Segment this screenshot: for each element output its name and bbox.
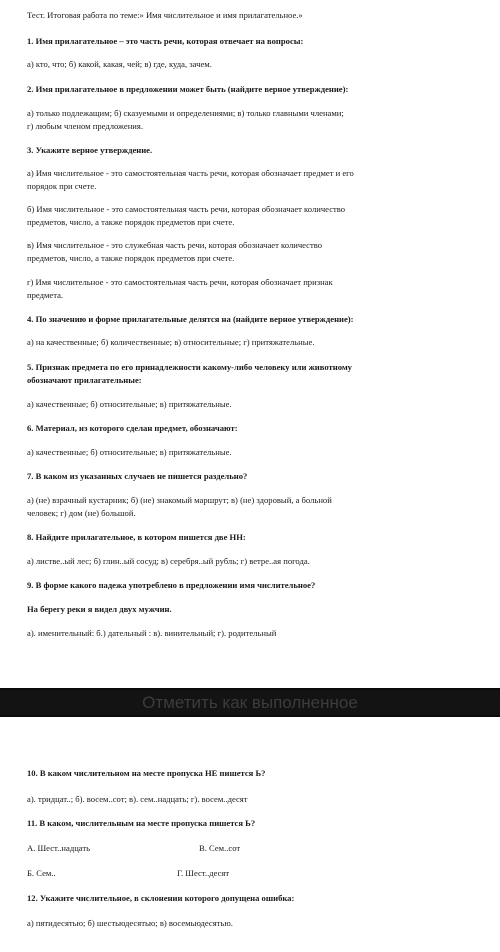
question-1: 1. Имя прилагательное – это часть речи, которая отвечает на вопросы: bbox=[27, 36, 304, 46]
question-4: 4. По значению и форме прилагательные делятся на (найдите верное утверждение): bbox=[27, 314, 354, 324]
question-12-options: а) пятидесятью; б) шестьюдесятью; в) восемьюдесятью. bbox=[27, 918, 233, 928]
question-6-options: а) качественные; б) относительные; в) притяжательные. bbox=[27, 447, 232, 457]
question-4-options: а) на качественные; б) количественные; в) относительные; г) притяжательные. bbox=[27, 337, 315, 347]
question-11-option-v: В. Сем..сот bbox=[199, 843, 241, 853]
question-7-options-line-2: человек; г) дом (не) большой. bbox=[27, 508, 136, 518]
question-11: 11. В каком, числительным на месте пропуска пишется Ь? bbox=[27, 818, 256, 828]
question-3: 3. Укажите верное утверждение. bbox=[27, 145, 153, 155]
question-2-options-line-1: а) только подлежащим; б) сказуемыми и определениями; в) только главными членами; bbox=[27, 108, 344, 118]
question-11-option-b: Б. Сем.. bbox=[27, 868, 56, 878]
question-9-options: а). именительный: б.) дательный : в). винительный; г). родительный bbox=[27, 628, 277, 638]
question-8: 8. Найдите прилагательное, в котором пишется две НН: bbox=[27, 532, 246, 542]
question-3-option-d-line-1: г) Имя числительное - это самостоятельная часть речи, которая обозначает признак bbox=[27, 277, 333, 287]
question-9: 9. В форме какого падежа употреблено в предложении имя числительное? bbox=[27, 580, 316, 590]
question-6: 6. Материал, из которого сделан предмет, обозначают: bbox=[27, 423, 238, 433]
question-8-options: а) листве..ый лес; б) глин..ый сосуд; в) серебря..ый рубль; г) ветре..ая погода. bbox=[27, 556, 310, 566]
question-2: 2. Имя прилагательное в предложении может быть (найдите верное утверждение): bbox=[27, 84, 349, 94]
question-10: 10. В каком числительном на месте пропуска НЕ пишется Ь? bbox=[27, 768, 266, 778]
question-3-option-a-line-1: а) Имя числительное - это самостоятельная часть речи, которая обозначает предмет и его bbox=[27, 168, 354, 178]
document-title: Тест. Итоговая работа по теме:» Имя числительное и имя прилагательное.» bbox=[27, 10, 303, 20]
question-7-options-line-1: а) (не) взрачный кустарник; б) (не) знакомый маршрут; в) (не) здоровый, а больной bbox=[27, 495, 332, 505]
mark-as-done-button[interactable]: Отметить как выполненное bbox=[142, 693, 358, 712]
question-3-option-b-line-2: предметов, число, а также порядок предметов при счете. bbox=[27, 217, 235, 227]
question-3-option-c-line-1: в) Имя числительное - это служебная часть речи, которая обозначает количество bbox=[27, 240, 323, 250]
question-3-option-a-line-2: порядок при счете. bbox=[27, 181, 97, 191]
overlay-bottom-edge bbox=[0, 715, 500, 717]
question-11-option-g: Г. Шест..десят bbox=[177, 868, 230, 878]
question-3-option-d-line-2: предмета. bbox=[27, 290, 64, 300]
question-5-line-2: обозначают прилагательные: bbox=[27, 375, 142, 385]
question-2-options-line-2: г) любым членом предложения. bbox=[27, 121, 143, 131]
question-1-options: а) кто, что; б) какой, какая, чей; в) где, куда, зачем. bbox=[27, 59, 212, 69]
question-5-line-1: 5. Признак предмета по его принадлежности какому-либо человеку или животному bbox=[27, 362, 352, 372]
question-12: 12. Укажите числительное, в склонении которого допущена ошибка: bbox=[27, 893, 295, 903]
question-10-options: а). тридцат..; б). восем..сот; в). сем..надцать; г). восем..десят bbox=[27, 794, 248, 804]
question-7: 7. В каком из указанных случаев не пишется раздельно? bbox=[27, 471, 248, 481]
question-9-sentence: На берегу реки я видел двух мужчин. bbox=[27, 604, 172, 614]
question-11-option-a: А. Шест..надцать bbox=[27, 843, 91, 853]
question-3-option-c-line-2: предметов, число, а также порядок предметов при счете. bbox=[27, 253, 235, 263]
question-5-options: а) качественные; б) относительные; в) притяжательные. bbox=[27, 399, 232, 409]
question-3-option-b-line-1: б) Имя числительное - это самостоятельная часть речи, которая обозначает количество bbox=[27, 204, 346, 214]
overlay-band bbox=[0, 688, 500, 717]
